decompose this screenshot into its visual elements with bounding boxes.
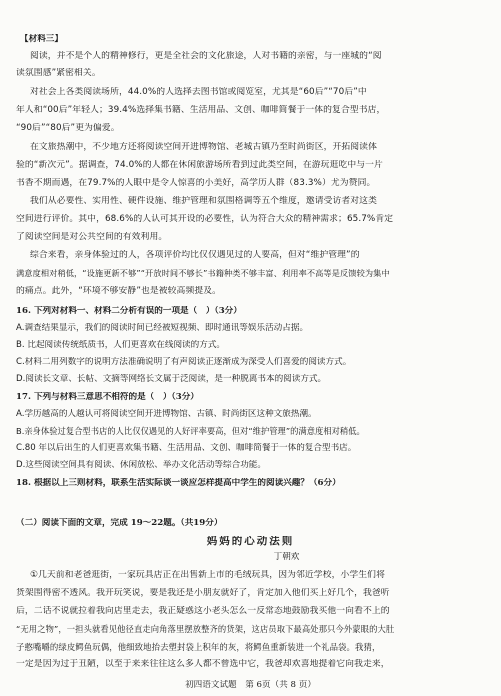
m3-line: 综合来看，亲身体验过的人，各项评价均比仅仅遇见过的人要高，但对“维护管理”的 <box>30 250 360 260</box>
m3-line: 满意度相对稍低，“设施更新不够”“开放时间不够长”书籍种类不够丰富、利用率不高等是反馈较为集中 <box>16 268 390 278</box>
answer-option: D.这些阅读空间具有阅读、休闲放松、举办文化活动等综合功能。 <box>16 460 266 470</box>
answer-option: B. 比起阅读传统纸质书，人们更喜欢在线阅读的方式。 <box>16 340 226 350</box>
m3-line: 了阅读空间是对公共空间的有效利用。 <box>16 232 168 242</box>
m3-line: “90后”“80后”更为偏爱。 <box>16 123 120 133</box>
question-stem: 17. 下列与材料三意思不相符的是（ ）（3分） <box>16 392 199 402</box>
section-two-heading: （二）阅读下面的文章，完成 19～22题。（共19分） <box>16 518 223 528</box>
story-line: “无用之物”，一担头就看见他径直走向角落里摆放整齐的货架，这店员取下最高处那只今外蒙眼的大肚 <box>16 624 395 634</box>
m3-line: 验的“新次元”。据调查，74.0%的人都在休闲旅游场所看到过此类空间，在游玩逛吃中与一片 <box>16 160 383 170</box>
m3-line: 的痛点。此外，“环境不够安静”也是被较高频提及。 <box>16 286 222 296</box>
story-line: 货架围得密不透风。我开玩笑说，要是我还是小朋友就好了，肯定加入他们买上好几个，我爸听 <box>16 588 390 598</box>
m3-line: 空间进行评价。其中，68.6%的人认可其开设的必要性，认为符合大众的精神需求；65.7%肯定 <box>16 214 394 224</box>
story-line: 子憨嘴嚼的绿皮鳄鱼玩偶，他细致地抬去塑封袋上积年的灰，将鳄鱼重新装进一个礼品袋。我猜， <box>16 642 381 652</box>
answer-option: C.材料二用列数字的说明方法准确说明了有声阅读正逐渐成为深受人们喜爱的阅读方式。 <box>16 357 352 367</box>
m3-line: 对社会上各类阅读场所，44.0%的人选择去图书馆或阅览室，尤其是“60后”“70后”中 <box>30 87 367 97</box>
m3-line: 在文旅热潮中，不少地方还将阅读空间开进博物馆、老城古镇乃至时尚街区，开拓阅读体 <box>30 142 377 152</box>
answer-option: C.80 年以后出生的人们更喜欢集书籍、生活用品、文创、咖啡简餐于一体的复合型书店。 <box>16 443 357 453</box>
m3-line: 读氛围感”紧密相关。 <box>16 68 101 78</box>
story-line: 一定是因为过于丑陋，以至于来来往往这么多人都不曾选中它，我爸却欢喜地提着它向我走来， <box>16 659 390 669</box>
m3-line: 阅读，并不是个人的精神修行，更是全社会的文化旅途，人对书籍的亲密，与一座城的“阅 <box>30 51 382 61</box>
story-title: 妈妈的心动法则 <box>206 536 295 547</box>
answer-option: B.亲身体验过复合型书店的人比仅仅遇见的人好评率要高，但对“维护管理”的满意度相对稍低。 <box>16 426 365 436</box>
page-footer: 初四语文试题 第 6页（共 8 页） <box>185 680 316 690</box>
story-line: ①几天前和老爸逛街，一家玩具店正在出售新上市的毛绒玩具，因为邻近学校，小学生们将 <box>30 570 385 580</box>
answer-option: A.学历越高的人越认可将阅读空间开进博物馆、古镇、时尚街区这种文旅热潮。 <box>16 409 317 419</box>
question-18: 18. 根据以上三则材料，联系生活实际谈一谈应怎样提高中学生的阅读兴趣？（6分） <box>16 478 341 488</box>
m3-line: 书香不期而遇，在79.7%的人眼中是令人惊喜的小美好，高学历人群（83.3%）尤为赞同。 <box>16 178 376 188</box>
material-three-heading: 【材料三】 <box>20 34 63 44</box>
answer-option: A.调查结果显示，我们的阅读时间已经被短视频、即时通讯等娱乐活动占据。 <box>16 323 309 333</box>
question-stem: 16. 下列对材料一、材料二分析有误的一项是（ ）（3分） <box>16 306 242 316</box>
story-line: 后，二话不说就拉着我向店里走去，我正疑惑这小老头怎么一反常态地鼓励我买他一向看不上的 <box>16 606 390 616</box>
story-author: 丁朝欢 <box>273 552 300 562</box>
answer-option: D.阅读长文章、长帖、文摘等网络长文属于泛阅读，是一种脱离书本的阅读方式。 <box>16 374 327 384</box>
m3-line: 我们从必要性、实用性、硬件设施、维护管理和氛围格调等五个维度，邀请受访者对这类 <box>30 196 377 206</box>
m3-line: 年人和“00后”年轻人；39.4%选择集书籍、生活用品、文创、咖啡简餐于一体的复合型书店， <box>16 105 386 115</box>
